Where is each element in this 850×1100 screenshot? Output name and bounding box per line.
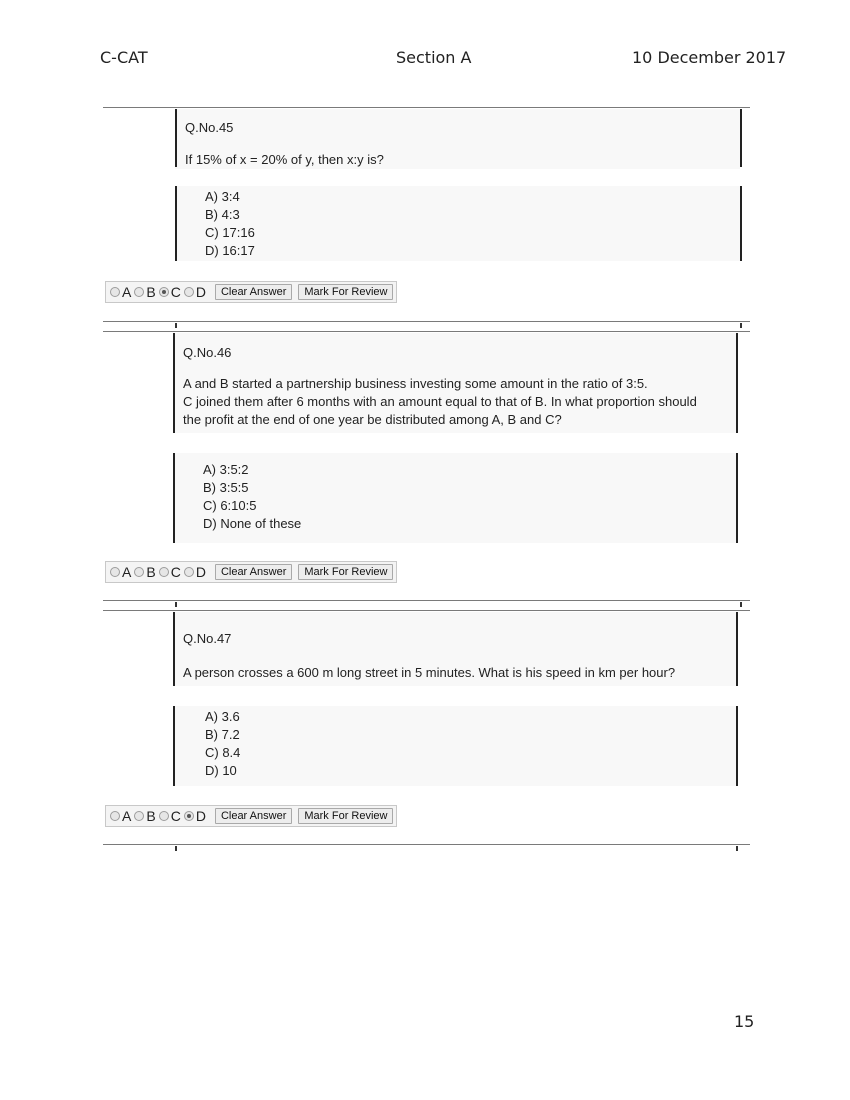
radio-circle[interactable]: [184, 567, 194, 577]
tick-mark: [736, 846, 738, 851]
radio-label: D: [195, 284, 206, 300]
options-panel: [173, 706, 738, 786]
option-b: B) 4:3: [205, 207, 240, 222]
radio-circle-selected[interactable]: [159, 287, 169, 297]
option-a: A) 3:4: [205, 189, 240, 204]
radio-circle-selected[interactable]: [184, 811, 194, 821]
question-text: [183, 375, 726, 429]
question-text-line: A and B started a partnership business investing some amount in the ratio of 3:5.: [183, 376, 648, 391]
option-list: [205, 708, 240, 780]
radio-circle[interactable]: [110, 567, 120, 577]
option-d: D) 16:17: [205, 243, 255, 258]
question-block-45: [103, 107, 750, 332]
panel-border-left: [175, 186, 177, 261]
radio-label: A: [122, 564, 132, 580]
radio-label: B: [146, 564, 156, 580]
answer-controls: [105, 561, 397, 583]
option-list: [205, 188, 255, 260]
radio-option-a[interactable]: [110, 808, 131, 824]
page-number: 15: [734, 1012, 755, 1031]
mark-for-review-button[interactable]: Mark For Review: [298, 284, 393, 300]
question-panel: [173, 333, 738, 433]
tick-mark: [740, 323, 742, 328]
question-panel: [173, 612, 738, 686]
radio-option-c[interactable]: [159, 284, 181, 300]
mark-for-review-button[interactable]: Mark For Review: [298, 808, 393, 824]
divider-bottom: [103, 600, 750, 601]
panel-border-right: [736, 612, 738, 686]
option-a: A) 3:5:2: [203, 462, 249, 477]
radio-option-a[interactable]: [110, 284, 131, 300]
radio-circle[interactable]: [159, 811, 169, 821]
panel-border-right: [736, 333, 738, 433]
clear-answer-button[interactable]: Clear Answer: [215, 808, 292, 824]
option-c: C) 8.4: [205, 745, 241, 760]
radio-label: D: [195, 564, 206, 580]
tick-mark: [175, 323, 177, 328]
divider-top: [103, 107, 750, 108]
header-date: 10 December 2017: [632, 48, 787, 67]
question-block-47: [103, 610, 750, 850]
panel-border-left: [173, 706, 175, 786]
divider-top: [103, 331, 750, 332]
divider-bottom: [103, 844, 750, 845]
radio-circle[interactable]: [134, 811, 144, 821]
radio-option-c[interactable]: [159, 808, 181, 824]
options-panel: [175, 186, 740, 261]
panel-border-right: [740, 109, 742, 167]
question-text-line: A person crosses a 600 m long street in 5 minutes. What is his speed in km per hour?: [183, 665, 676, 680]
radio-option-c[interactable]: [159, 564, 181, 580]
radio-circle[interactable]: [134, 287, 144, 297]
radio-label: A: [122, 284, 132, 300]
option-a: A) 3.6: [205, 709, 240, 724]
radio-label: C: [170, 284, 181, 300]
question-text-line: If 15% of x = 20% of y, then x:y is?: [185, 152, 384, 167]
question-block-46: [103, 331, 750, 611]
header-course: C-CAT: [100, 48, 148, 67]
divider-top: [103, 610, 750, 611]
answer-controls: [105, 281, 397, 303]
clear-answer-button[interactable]: Clear Answer: [215, 564, 292, 580]
tick-mark: [175, 846, 177, 851]
option-b: B) 3:5:5: [203, 480, 249, 495]
radio-label: C: [170, 564, 181, 580]
options-panel: [173, 453, 738, 543]
question-number: Q.No.46: [183, 345, 232, 360]
radio-label: A: [122, 808, 132, 824]
radio-option-b[interactable]: [134, 284, 155, 300]
option-b: B) 7.2: [205, 727, 240, 742]
option-list: [203, 461, 301, 533]
radio-label: D: [195, 808, 206, 824]
option-c: C) 17:16: [205, 225, 255, 240]
question-text-line: the profit at the end of one year be distributed among A, B and C?: [183, 412, 562, 427]
radio-circle[interactable]: [159, 567, 169, 577]
panel-border-right: [736, 453, 738, 543]
tick-mark: [740, 602, 742, 607]
radio-option-b[interactable]: [134, 808, 155, 824]
radio-option-d[interactable]: [184, 564, 206, 580]
radio-option-b[interactable]: [134, 564, 155, 580]
radio-circle[interactable]: [110, 811, 120, 821]
panel-border-left: [173, 612, 175, 686]
question-number: Q.No.47: [183, 631, 232, 646]
divider-bottom: [103, 321, 750, 322]
panel-border-right: [736, 706, 738, 786]
question-text: [185, 151, 728, 169]
radio-label: B: [146, 284, 156, 300]
panel-border-left: [173, 333, 175, 433]
clear-answer-button[interactable]: Clear Answer: [215, 284, 292, 300]
question-text: [183, 664, 726, 682]
radio-label: C: [170, 808, 181, 824]
radio-circle[interactable]: [110, 287, 120, 297]
option-c: C) 6:10:5: [203, 498, 257, 513]
question-number: Q.No.45: [185, 120, 234, 135]
header-section: Section A: [396, 48, 472, 67]
mark-for-review-button[interactable]: Mark For Review: [298, 564, 393, 580]
tick-mark: [175, 602, 177, 607]
option-d: D) None of these: [203, 516, 302, 531]
question-panel: [175, 109, 740, 169]
option-d: D) 10: [205, 763, 237, 778]
panel-border-left: [173, 453, 175, 543]
radio-option-d[interactable]: [184, 808, 206, 824]
radio-label: B: [146, 808, 156, 824]
radio-circle[interactable]: [184, 287, 194, 297]
radio-option-a[interactable]: [110, 564, 131, 580]
question-text-line: C joined them after 6 months with an amount equal to that of B. In what proportion should: [183, 394, 697, 409]
panel-border-right: [740, 186, 742, 261]
panel-border-left: [175, 109, 177, 167]
answer-controls: [105, 805, 397, 827]
radio-circle[interactable]: [134, 567, 144, 577]
radio-option-d[interactable]: [184, 284, 206, 300]
